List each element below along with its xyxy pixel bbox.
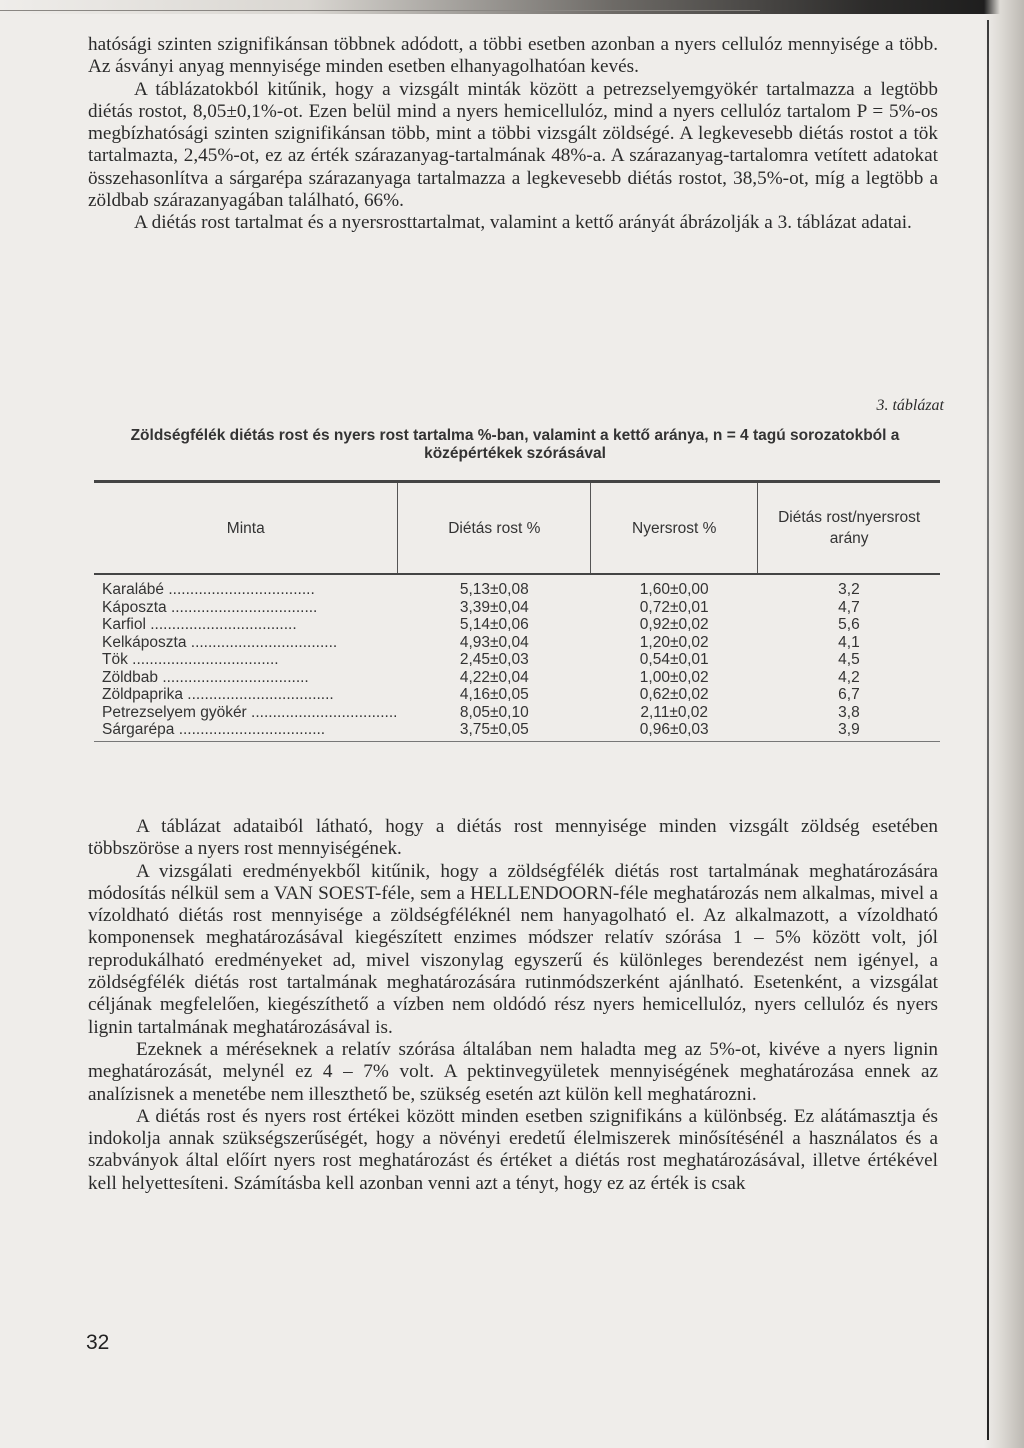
- table-row: [94, 686, 940, 704]
- column-header-sample: Minta: [94, 482, 398, 575]
- sample-name: Tök ..................................: [102, 651, 279, 668]
- scan-edge-right: [984, 0, 1024, 1448]
- crude-fiber-value: 2,11±0,02: [640, 703, 709, 721]
- sample-name: Káposzta ..................................: [102, 598, 318, 616]
- dietary-fiber-value: 5,14±0,06: [459, 616, 529, 633]
- body-text-bottom: [88, 816, 938, 1195]
- table-row: [94, 634, 940, 652]
- dietary-fiber-value: 4,22±0,04: [459, 668, 529, 686]
- dietary-fiber-value: 4,93±0,04: [459, 633, 529, 651]
- ratio-value: 4,7: [838, 598, 860, 616]
- sample-name: Zöldpaprika ..................................: [102, 686, 334, 703]
- ratio-value: 4,1: [838, 633, 860, 651]
- table-row: [94, 669, 940, 687]
- column-header-ratio: [758, 482, 940, 575]
- sample-name: Zöldbab ..................................: [102, 668, 309, 686]
- paragraph: hatósági szinten szignifikánsan többnek adódott, a többi esetben azonban a nyers cellulóz mennyisége a több. Az ásványi anyag mennyisége minden esetben elhanyagolhatóan kevés.: [88, 34, 938, 78]
- crude-fiber-value: 1,60±0,00: [639, 581, 709, 598]
- dietary-fiber-value: 3,39±0,04: [459, 598, 529, 616]
- fiber-table: [94, 480, 940, 742]
- page-number: 32: [86, 1331, 110, 1354]
- table-row: [94, 704, 940, 722]
- scan-rule-right: [987, 20, 989, 1440]
- ratio-value: 3,8: [838, 703, 860, 721]
- ratio-value: 3,2: [838, 581, 860, 598]
- table-row: [94, 574, 940, 599]
- ratio-value: 4,5: [838, 651, 860, 668]
- ratio-value: 4,2: [838, 668, 860, 686]
- table-caption: 3. táblázat: [876, 397, 944, 414]
- table-title: Zöldségfélék diétás rost és nyers rost tartalma %-ban, valamint a kettő aránya, n = 4 tagú sorozatokból a középértékek szórásával: [130, 427, 900, 462]
- crude-fiber-value: 0,62±0,02: [639, 686, 709, 703]
- table-row: [94, 599, 940, 617]
- paragraph: A vizsgálati eredményekből kitűnik, hogy a zöldségfélék diétás rost tartalmának meghatározására módosítás nélkül sem a VAN SOEST-féle, sem a HELLENDOORN-féle meghatározás nem alkalmas, mivel a vízoldható diétás rost mennyisége a zöldségféléknél nem hanyagolható el. Az alkalmazott, a vízoldható komponensek meghatározásával kiegészített enzimes módszer relatív szórása 1 – 5% között volt, jól reprodukálható eredményeket ad, mivel viszonylag egyszerű és különleges berendezést nem igényel, a zöldségfélék diétás rost tartalmának meghatározására rutinmódszerként ajánlható. Esetenként, a vizsgálat céljának megfelelően, kiegészíthető a vízben nem oldódó rész nyers hemicellulóz, nyers cellulóz és nyers lignin tartalmának meghatározásával is.: [88, 860, 938, 1038]
- dietary-fiber-value: 2,45±0,03: [459, 651, 529, 668]
- crude-fiber-value: 0,54±0,01: [639, 651, 709, 668]
- scan-rule-top: [0, 10, 760, 11]
- paragraph: A diétás rost és nyers rost értékei között minden esetben szignifikáns a különbség. Ez alátámasztja és indokolja annak szükségszerűségét, hogy a növényi eredetű élelmiszerek minősítésénél a használatos és a szabványok által előírt nyers rost meghatározást és értéket a diétás rost meghatározásával, illetve értékével kell helyettesíteni. Számításba kell azonban venni azt a tényt, hogy ez az érték is csak: [88, 1105, 938, 1194]
- ratio-value: 6,7: [838, 686, 860, 703]
- crude-fiber-value: 0,72±0,01: [639, 598, 709, 616]
- column-header-crude-fiber: Nyersrost %: [591, 482, 758, 575]
- table-row: [94, 721, 940, 741]
- table-row: [94, 651, 940, 669]
- sample-name: Sárgarépa ..................................: [94, 721, 398, 741]
- crude-fiber-value: 1,20±0,02: [639, 633, 709, 651]
- crude-fiber-value: 0,92±0,02: [639, 616, 709, 633]
- sample-name: Petrezselyem gyökér ..................................: [102, 703, 398, 721]
- paragraph: A diétás rost tartalmat és a nyersrosttartalmat, valamint a kettő arányát ábrázolják a 3. táblázat adatai.: [134, 212, 912, 234]
- dietary-fiber-value: 8,05±0,10: [459, 703, 529, 721]
- crude-fiber-value: 1,00±0,02: [639, 668, 709, 686]
- body-text-top: [88, 34, 938, 235]
- paragraph: A táblázat adataiból látható, hogy a diétás rost mennyisége minden vizsgált zöldség esetében többszöröse a nyers rost mennyiségének.: [88, 816, 938, 860]
- ratio-value: 3,9: [758, 721, 940, 741]
- scan-edge-top: [0, 0, 1024, 14]
- table-row: [94, 616, 940, 634]
- table-header-row: [94, 482, 940, 575]
- sample-name: Karalábé ..................................: [102, 581, 315, 598]
- paragraph: Ezeknek a méréseknek a relatív szórása általában nem haladta meg az 5%-ot, kivéve a nyers lignin meghatározását, melynél ez 4 – 7% volt. A pektinvegyületek mennyiségének meghatározása ennek az analízisnek a menetébe nem illeszthető be, szükség esetén azt külön kell meghatározni.: [88, 1038, 938, 1105]
- ratio-value: 5,6: [838, 616, 860, 633]
- sample-name: Karfiol ..................................: [102, 616, 297, 633]
- dietary-fiber-value: 4,16±0,05: [459, 686, 529, 703]
- column-header-dietary-fiber: Diétás rost %: [398, 482, 591, 575]
- crude-fiber-value: 0,96±0,03: [591, 721, 758, 741]
- dietary-fiber-value: 3,75±0,05: [398, 721, 591, 741]
- paragraph: A táblázatokból kitűnik, hogy a vizsgált minták között a petrezselyemgyökér tartalmazza a legtöbb diétás rostot, 8,05±0,1%-ot. Ezen belül mind a nyers hemicellulóz, mind a nyers cellulóz tartalom P = 5%-os megbízhatósági szinten szignifikánsan több, mint a többi vizsgált zöldségé. A legkevesebb diétás rostot a tök tartalmazta, 2,45%-ot, ez az érték szárazanyag-tartalmának 48%-a. A szárazanyag-tartalomra vetített adatokat összehasonlítva a sárgarépa szárazanyaga tartalmazza a legkevesebb diétás rostot, 38,5%-ot, míg a legtöbb a zöldbab szárazanyagában található, 66%.: [88, 78, 938, 212]
- sample-name: Kelkáposzta ..................................: [102, 633, 338, 651]
- ratio-header-text: Diétás rost/nyersrost arány: [778, 509, 921, 547]
- dietary-fiber-value: 5,13±0,08: [459, 581, 529, 598]
